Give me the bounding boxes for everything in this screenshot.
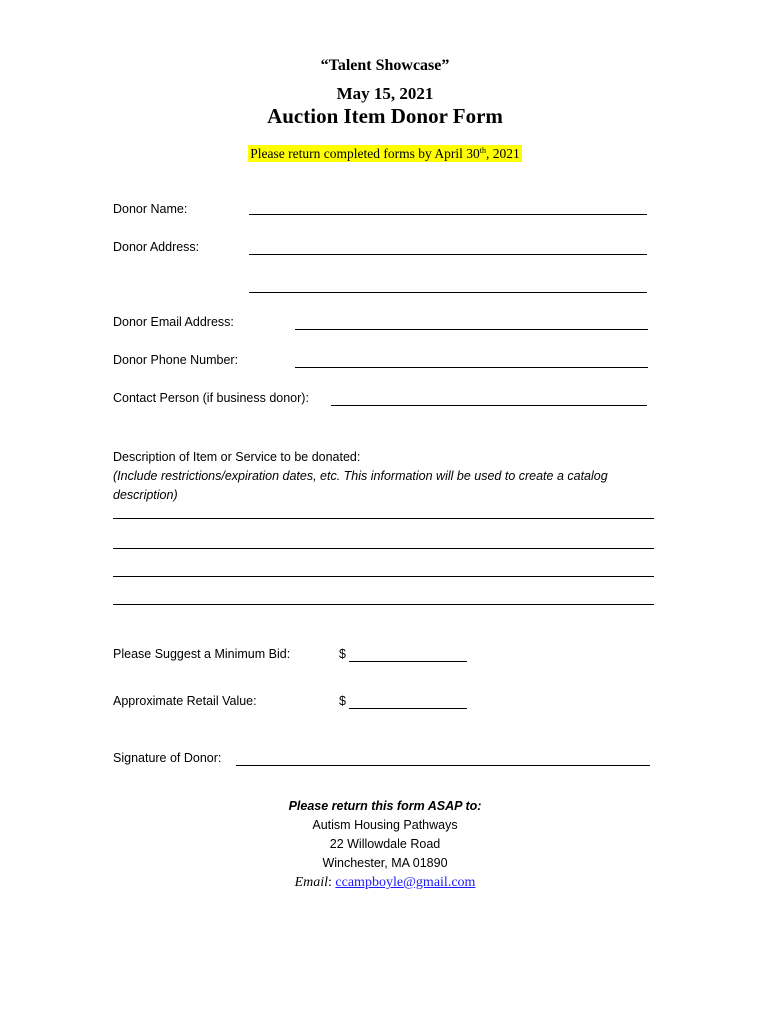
return-heading: Please return this form ASAP to: xyxy=(288,799,482,813)
notice-superscript: th xyxy=(479,146,486,155)
contact-person-line[interactable] xyxy=(331,405,647,406)
donor-email-line[interactable] xyxy=(295,329,648,330)
signature-label: Signature of Donor: xyxy=(113,751,222,765)
donor-phone-label: Donor Phone Number: xyxy=(113,353,239,367)
event-date: May 15, 2021 xyxy=(336,84,434,103)
donor-address-line-2[interactable] xyxy=(249,292,647,293)
event-name: “Talent Showcase” xyxy=(320,57,450,74)
email-label: Email xyxy=(294,875,329,890)
donor-name-label: Donor Name: xyxy=(113,202,188,216)
description-label: Description of Item or Service to be donated: xyxy=(113,450,361,464)
email-row xyxy=(0,873,770,892)
description-line-3[interactable] xyxy=(113,576,654,577)
donor-phone-line[interactable] xyxy=(295,367,648,368)
email-separator: : xyxy=(328,875,336,890)
description-line-2[interactable] xyxy=(113,548,654,549)
email-link[interactable]: ccampboyle@gmail.com xyxy=(335,875,476,890)
donor-email-label: Donor Email Address: xyxy=(113,315,234,329)
organization-name: Autism Housing Pathways xyxy=(312,818,458,832)
description-block xyxy=(113,448,653,505)
return-address-block xyxy=(0,797,770,892)
contact-person-label: Contact Person (if business donor): xyxy=(113,391,309,405)
description-line-1[interactable] xyxy=(113,518,654,519)
donor-name-line[interactable] xyxy=(249,214,647,215)
notice-prefix: Please return completed forms by April 30 xyxy=(250,146,480,161)
notice-suffix: , 2021 xyxy=(485,146,520,161)
description-hint: (Include restrictions/expiration dates, etc. This information will be used to create a catalog description) xyxy=(113,469,608,502)
min-bid-line[interactable] xyxy=(349,661,467,662)
description-line-4[interactable] xyxy=(113,604,654,605)
donor-address-label: Donor Address: xyxy=(113,240,200,254)
form-title: Auction Item Donor Form xyxy=(267,104,503,128)
city-state-zip: Winchester, MA 01890 xyxy=(322,856,448,870)
min-bid-label: Please Suggest a Minimum Bid: xyxy=(113,647,291,661)
retail-value-line[interactable] xyxy=(349,708,467,709)
street-address: 22 Willowdale Road xyxy=(329,837,441,851)
donor-address-line-1[interactable] xyxy=(249,254,647,255)
retail-value-label: Approximate Retail Value: xyxy=(113,694,257,708)
min-bid-currency: $ xyxy=(339,647,346,661)
return-deadline-notice xyxy=(0,146,770,162)
retail-value-currency: $ xyxy=(339,694,346,708)
signature-line[interactable] xyxy=(236,765,650,766)
